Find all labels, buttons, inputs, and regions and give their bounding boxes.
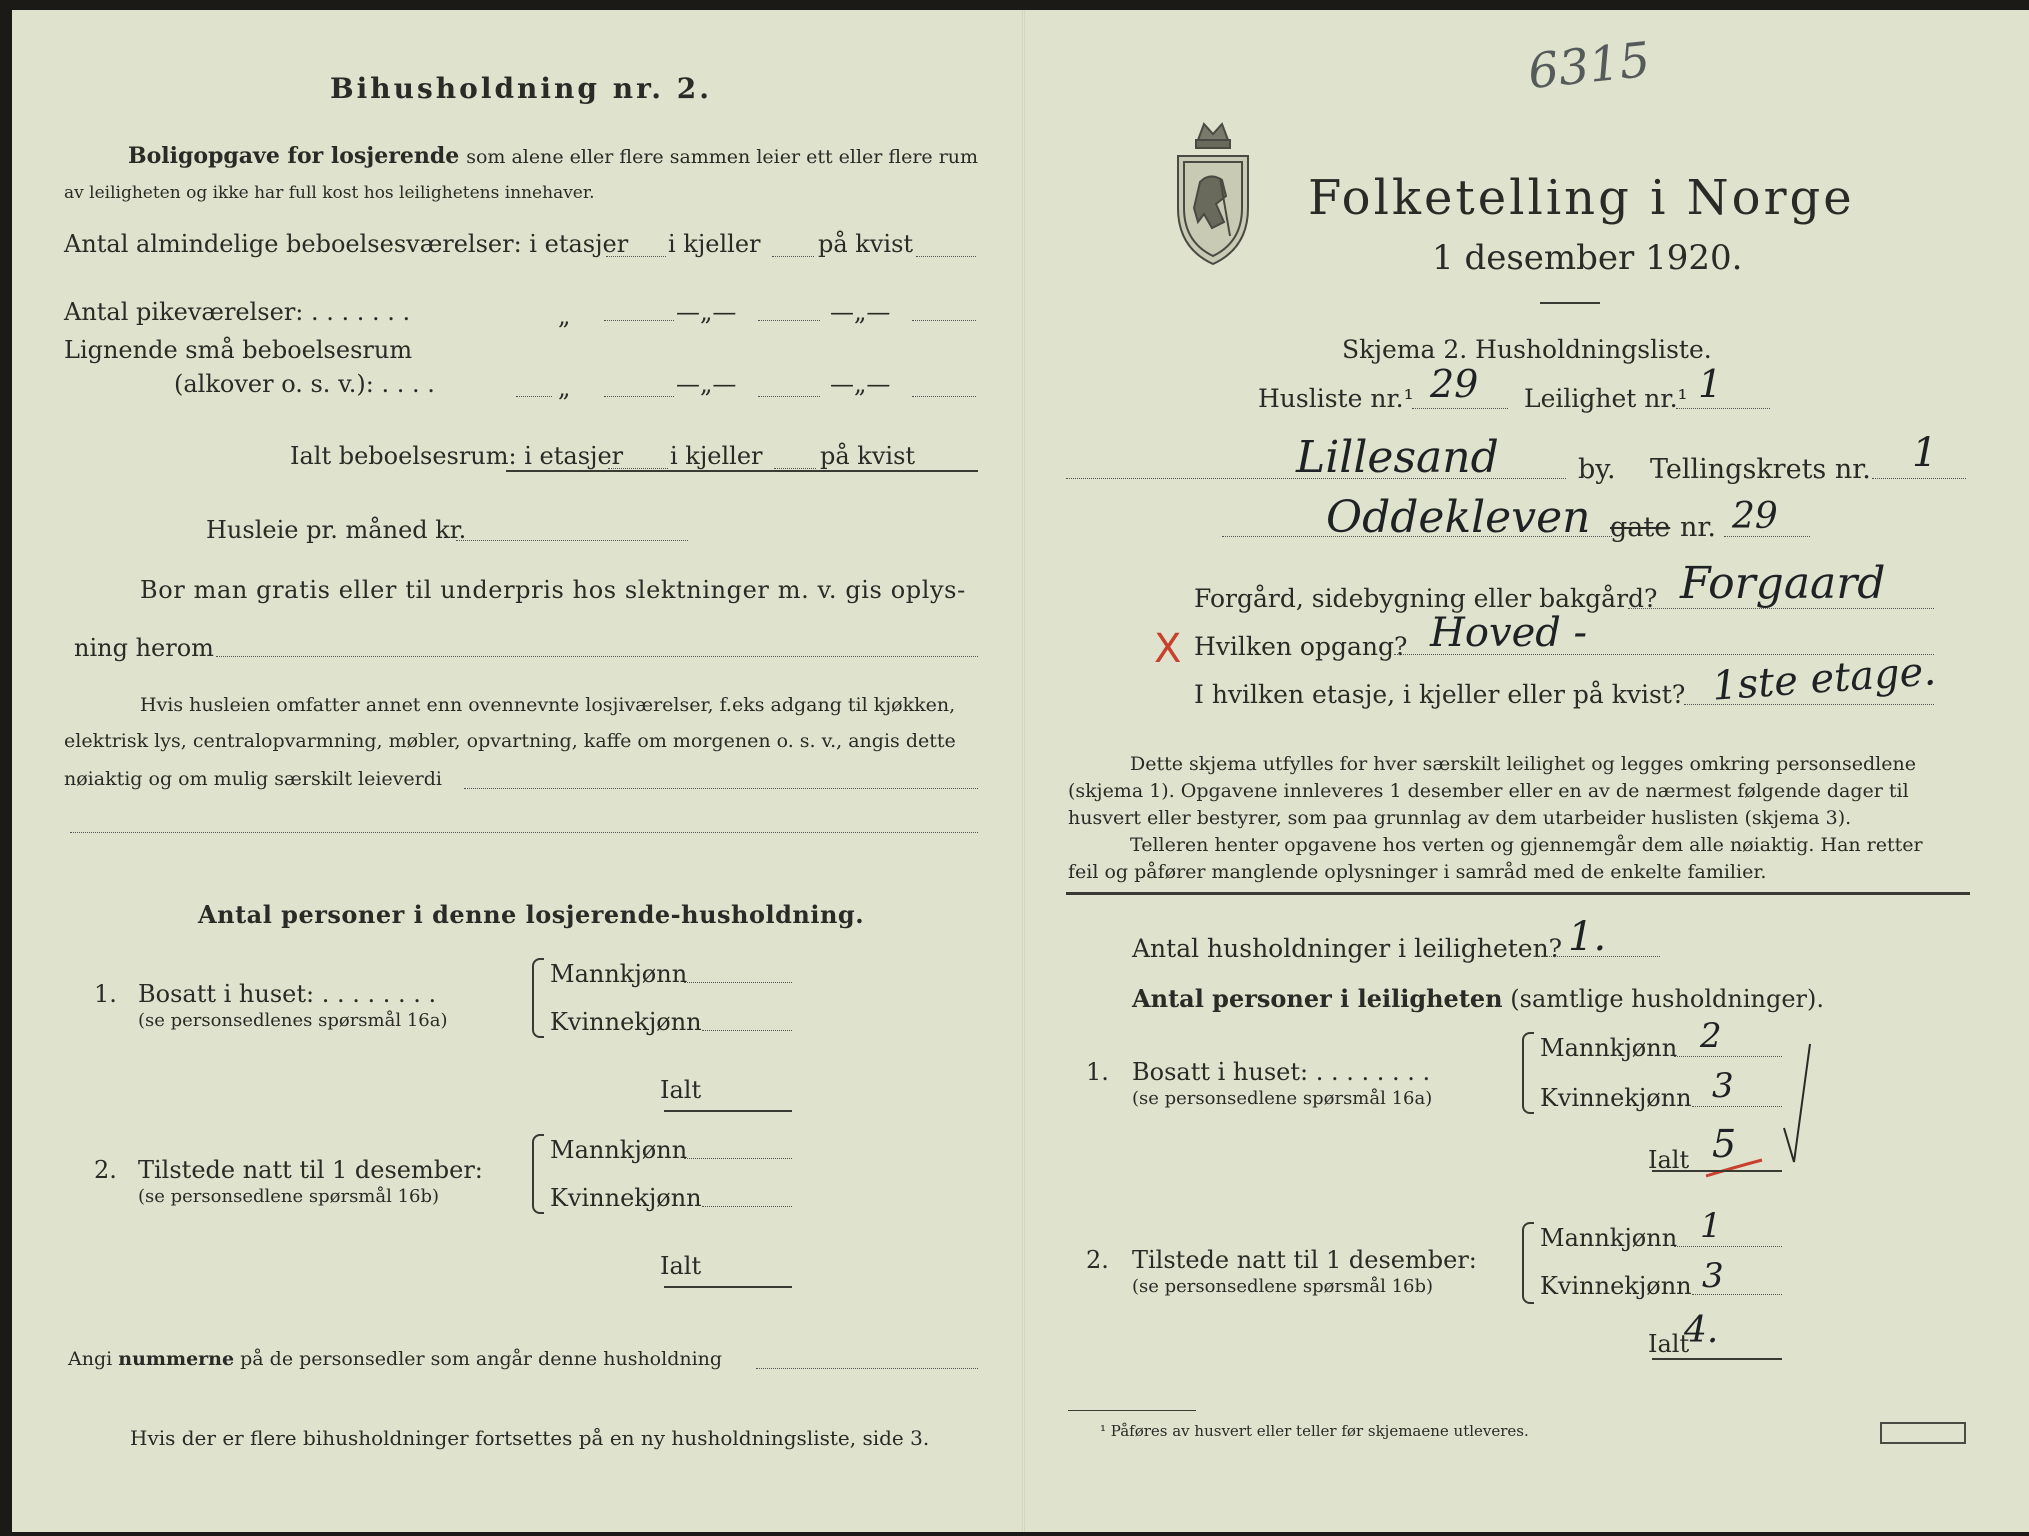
right-q2-label: Tilstede natt til 1 desember:: [1132, 1246, 1477, 1274]
right-q1-brace: [1522, 1032, 1534, 1114]
instructions-rule: [1066, 892, 1970, 895]
left-q2-ialt: Ialt: [660, 1252, 702, 1280]
right-q2-male-label: Mannkjønn: [1540, 1224, 1678, 1252]
left-q1-label: Bosatt i huset: . . . . . . . .: [138, 980, 437, 1008]
right-q2-total-value: 4.: [1684, 1310, 1719, 1351]
leilighet-blank[interactable]: [1676, 408, 1770, 409]
husliste-blank[interactable]: [1412, 408, 1508, 409]
etasje-value: 1ste etage.: [1710, 648, 1938, 710]
ialt-rooms-blank-2[interactable]: [774, 468, 816, 469]
town-blank[interactable]: [1066, 478, 1566, 479]
right-q2-ialt-line[interactable]: [1652, 1358, 1782, 1360]
right-q2-female-label: Kvinnekjønn: [1540, 1272, 1692, 1300]
left-q2-female-label: Kvinnekjønn: [550, 1184, 702, 1212]
right-q1-sub: (se personsedlene spørsmål 16a): [1132, 1088, 1433, 1109]
right-date: 1 desember 1920.: [1432, 238, 1743, 278]
pencil-number: 6315: [1525, 31, 1653, 101]
etasje-question: I hvilken etasje, i kjeller eller på kvist?: [1194, 680, 1686, 709]
center-fold: [1022, 10, 1025, 1532]
street-nr-blank[interactable]: [1724, 536, 1810, 537]
krets-value: 1: [1912, 430, 1938, 476]
rooms-row-3-blank-1[interactable]: [604, 396, 674, 397]
persons-rest: (samtlige husholdninger).: [1510, 985, 1825, 1013]
numbers-blank[interactable]: [756, 1368, 978, 1369]
red-check-mark-icon: [1702, 1146, 1772, 1186]
rooms-row-3a: Lignende små beboelsesrum: [64, 336, 413, 364]
rooms-row-3b: (alkover o. s. v.): . . . .: [174, 370, 435, 398]
right-q2-num: 2.: [1086, 1246, 1109, 1274]
left-q2-brace: [532, 1134, 544, 1214]
right-q1-num: 1.: [1086, 1058, 1109, 1086]
left-q2-label: Tilstede natt til 1 desember:: [138, 1156, 483, 1184]
right-q1-female-label: Kvinnekjønn: [1540, 1084, 1692, 1112]
ialt-rooms-underline: [506, 470, 978, 472]
town-value: Lillesand: [1296, 432, 1499, 483]
right-q1-ialt: Ialt: [1648, 1146, 1690, 1174]
krets-label: Tellingskrets nr.: [1650, 454, 1871, 485]
numbers-pre: Angi: [68, 1348, 113, 1370]
right-q1-total-value: 5: [1712, 1122, 1737, 1166]
includes-line-2: elektrisk lys, centralopvarmning, møbler, opvartning, kaffe om morgenen o. s. v., angis dette: [64, 730, 956, 752]
gratis-line-2: ning herom: [74, 634, 214, 662]
leilighet-label: Leilighet nr.¹: [1524, 384, 1688, 413]
left-q1-sub: (se personsedlenes spørsmål 16a): [138, 1010, 448, 1031]
krets-blank[interactable]: [1872, 478, 1966, 479]
schema-label: Skjema 2. Husholdningsliste.: [1342, 335, 1712, 364]
left-q2-num: 2.: [94, 1156, 117, 1184]
rooms-row-3-blank-0[interactable]: [516, 396, 552, 397]
right-q1-male-label: Mannkjønn: [1540, 1034, 1678, 1062]
leilighet-value: 1: [1698, 362, 1723, 406]
by-label: by.: [1578, 454, 1616, 485]
ialt-rooms-label: Ialt beboelsesrum: i etasjer: [290, 442, 624, 470]
right-q1-male-blank[interactable]: [1674, 1056, 1782, 1057]
gratis-blank[interactable]: [216, 656, 978, 657]
census-form-sheet: [12, 10, 2029, 1532]
street-blank[interactable]: [1222, 536, 1612, 537]
intro-line-2: av leiligheten og ikke har full kost hos leilighetens innehaver.: [64, 183, 595, 203]
intro-line-1: [128, 143, 978, 169]
rent-blank[interactable]: [456, 540, 688, 541]
opgang-value: Hoved -: [1430, 610, 1588, 656]
etasje-blank[interactable]: [1684, 704, 1934, 705]
rooms-row-3-blank-3[interactable]: [912, 396, 976, 397]
instructions-1: Dette skjema utfylles for hver særskilt leilighet og legges omkring personsedlene: [1130, 753, 1916, 775]
husliste-label: Husliste nr.¹: [1258, 384, 1414, 413]
left-q1-female-label: Kvinnekjønn: [550, 1008, 702, 1036]
left-q2-female-blank[interactable]: [702, 1206, 792, 1207]
left-q1-num: 1.: [94, 980, 117, 1008]
rooms-row-2-blank-3[interactable]: [912, 320, 976, 321]
left-q2-male-blank[interactable]: [684, 1158, 792, 1159]
left-q1-male-label: Mannkjønn: [550, 960, 688, 988]
instructions-3: husvert eller bestyrer, som paa grunnlag av dem utarbeider huslisten (skjema 3).: [1068, 807, 1852, 829]
forgard-question: Forgård, sidebygning eller bakgård?: [1194, 584, 1658, 613]
left-q2-sub: (se personsedlene spørsmål 16b): [138, 1186, 440, 1207]
street-value: Oddekleven: [1326, 492, 1591, 543]
right-persons-header: [1132, 984, 1824, 1013]
instructions-4: Telleren henter opgavene hos verten og gjennemgår dem alle nøiaktig. Han retter: [1130, 834, 1923, 856]
left-q1-ialt: Ialt: [660, 1076, 702, 1104]
ialt-rooms-blank-1[interactable]: [608, 468, 668, 469]
rooms-row-1-blank-3[interactable]: [916, 256, 976, 257]
intro-bold: Boligopgave for losjerende: [128, 143, 460, 169]
forgard-blank[interactable]: [1628, 608, 1934, 609]
ialt-rooms-kvist: på kvist: [820, 442, 916, 470]
households-blank[interactable]: [1534, 956, 1660, 957]
right-q2-male-blank[interactable]: [1674, 1246, 1782, 1247]
opgang-question: Hvilken opgang?: [1194, 632, 1408, 661]
right-q1-label: Bosatt i huset: . . . . . . . .: [1132, 1058, 1431, 1086]
includes-blank-2[interactable]: [70, 832, 978, 833]
left-q1-female-blank[interactable]: [702, 1030, 792, 1031]
left-q2-ialt-line[interactable]: [664, 1286, 792, 1288]
rooms-row-3-ditto-3: —„—: [830, 370, 891, 398]
households-value: 1.: [1568, 914, 1607, 960]
rooms-row-2: Antal pikeværelser: . . . . . . .: [64, 298, 411, 326]
gate-label: gate: [1610, 512, 1671, 543]
title-rule: [1540, 302, 1600, 304]
left-q1-brace: [532, 958, 544, 1038]
forgard-value: Forgaard: [1680, 558, 1886, 609]
ialt-rooms-kjeller: i kjeller: [670, 442, 763, 470]
right-q1-ialt-line[interactable]: [1652, 1170, 1782, 1172]
norwegian-coat-of-arms-icon: [1170, 118, 1256, 268]
right-title: Folketelling i Norge: [1308, 170, 1855, 226]
left-q1-male-blank[interactable]: [684, 982, 792, 983]
numbers-rest: på de personsedler som angår denne husholdning: [240, 1348, 723, 1370]
rooms-row-3-ditto: „: [558, 374, 571, 402]
footnote-rule: [1068, 1410, 1196, 1411]
rooms-row-2-ditto-3: —„—: [830, 298, 891, 326]
rooms-row-1-kjeller: i kjeller: [668, 230, 761, 258]
printer-stamp: [1880, 1422, 1966, 1444]
rooms-row-2-blank-1[interactable]: [604, 320, 674, 321]
rooms-row-1: Antal almindelige beboelsesværelser: i etasjer: [64, 230, 629, 258]
rent-label: Husleie pr. måned kr.: [206, 516, 467, 544]
rooms-row-2-ditto: „: [558, 302, 571, 330]
rooms-row-1-blank-1[interactable]: [606, 256, 666, 257]
rooms-row-1-blank-2[interactable]: [772, 256, 814, 257]
intro-rest: som alene eller flere sammen leier ett eller flere rum: [466, 146, 979, 168]
street-nr-value: 29: [1732, 496, 1778, 537]
right-q2-ialt: Ialt: [1648, 1330, 1690, 1358]
right-q2-sub: (se personsedlene spørsmål 16b): [1132, 1276, 1434, 1297]
left-q2-male-label: Mannkjønn: [550, 1136, 688, 1164]
numbers-bold: nummerne: [118, 1348, 235, 1370]
right-q2-male-value: 1: [1700, 1206, 1722, 1246]
continue-note: Hvis der er flere bihusholdninger fortsettes på en ny husholdningsliste, side 3.: [130, 1426, 930, 1450]
rooms-row-2-blank-2[interactable]: [758, 320, 820, 321]
rooms-row-1-kvist: på kvist: [818, 230, 914, 258]
husliste-value: 29: [1430, 362, 1479, 406]
persons-bold: Antal personer i leiligheten: [1132, 984, 1503, 1013]
left-title: Bihusholdning nr. 2.: [330, 72, 712, 105]
left-q1-ialt-line[interactable]: [664, 1110, 792, 1112]
right-q1-female-value: 3: [1712, 1066, 1734, 1106]
right-q2-brace: [1522, 1222, 1534, 1304]
instructions-2: (skjema 1). Opgavene innleveres 1 desember eller en av de nærmest følgende dager til: [1068, 780, 1909, 802]
rooms-row-3-blank-2[interactable]: [758, 396, 820, 397]
gratis-line-1: Bor man gratis eller til underpris hos slektninger m. v. gis oplys-: [140, 576, 966, 604]
includes-line-1: Hvis husleien omfatter annet enn ovennevnte losjiværelser, f.eks adgang til kjøkken,: [140, 694, 956, 716]
right-q1-female-blank[interactable]: [1692, 1106, 1782, 1107]
right-q1-male-value: 2: [1700, 1016, 1722, 1056]
footnote: ¹ Påføres av husvert eller teller før skjemaene utleveres.: [1100, 1422, 1529, 1440]
includes-blank[interactable]: [464, 788, 978, 789]
red-x-mark: X: [1154, 626, 1182, 672]
left-persons-header: Antal personer i denne losjerende-husholdning.: [198, 900, 865, 929]
numbers-line: [68, 1348, 722, 1370]
right-q2-female-blank[interactable]: [1692, 1294, 1782, 1295]
instructions-5: feil og påfører manglende oplysninger i samråd med de enkelte familier.: [1068, 861, 1767, 883]
households-question: Antal husholdninger i leiligheten?: [1132, 934, 1563, 963]
rooms-row-3-ditto-2: —„—: [676, 370, 737, 398]
right-q2-female-value: 3: [1702, 1256, 1724, 1296]
rooms-row-2-ditto-2: —„—: [676, 298, 737, 326]
nr-label: nr.: [1680, 512, 1716, 543]
tally-check-mark-icon: [1778, 1038, 1818, 1168]
includes-line-3: nøiaktig og om mulig særskilt leieverdi: [64, 768, 442, 790]
